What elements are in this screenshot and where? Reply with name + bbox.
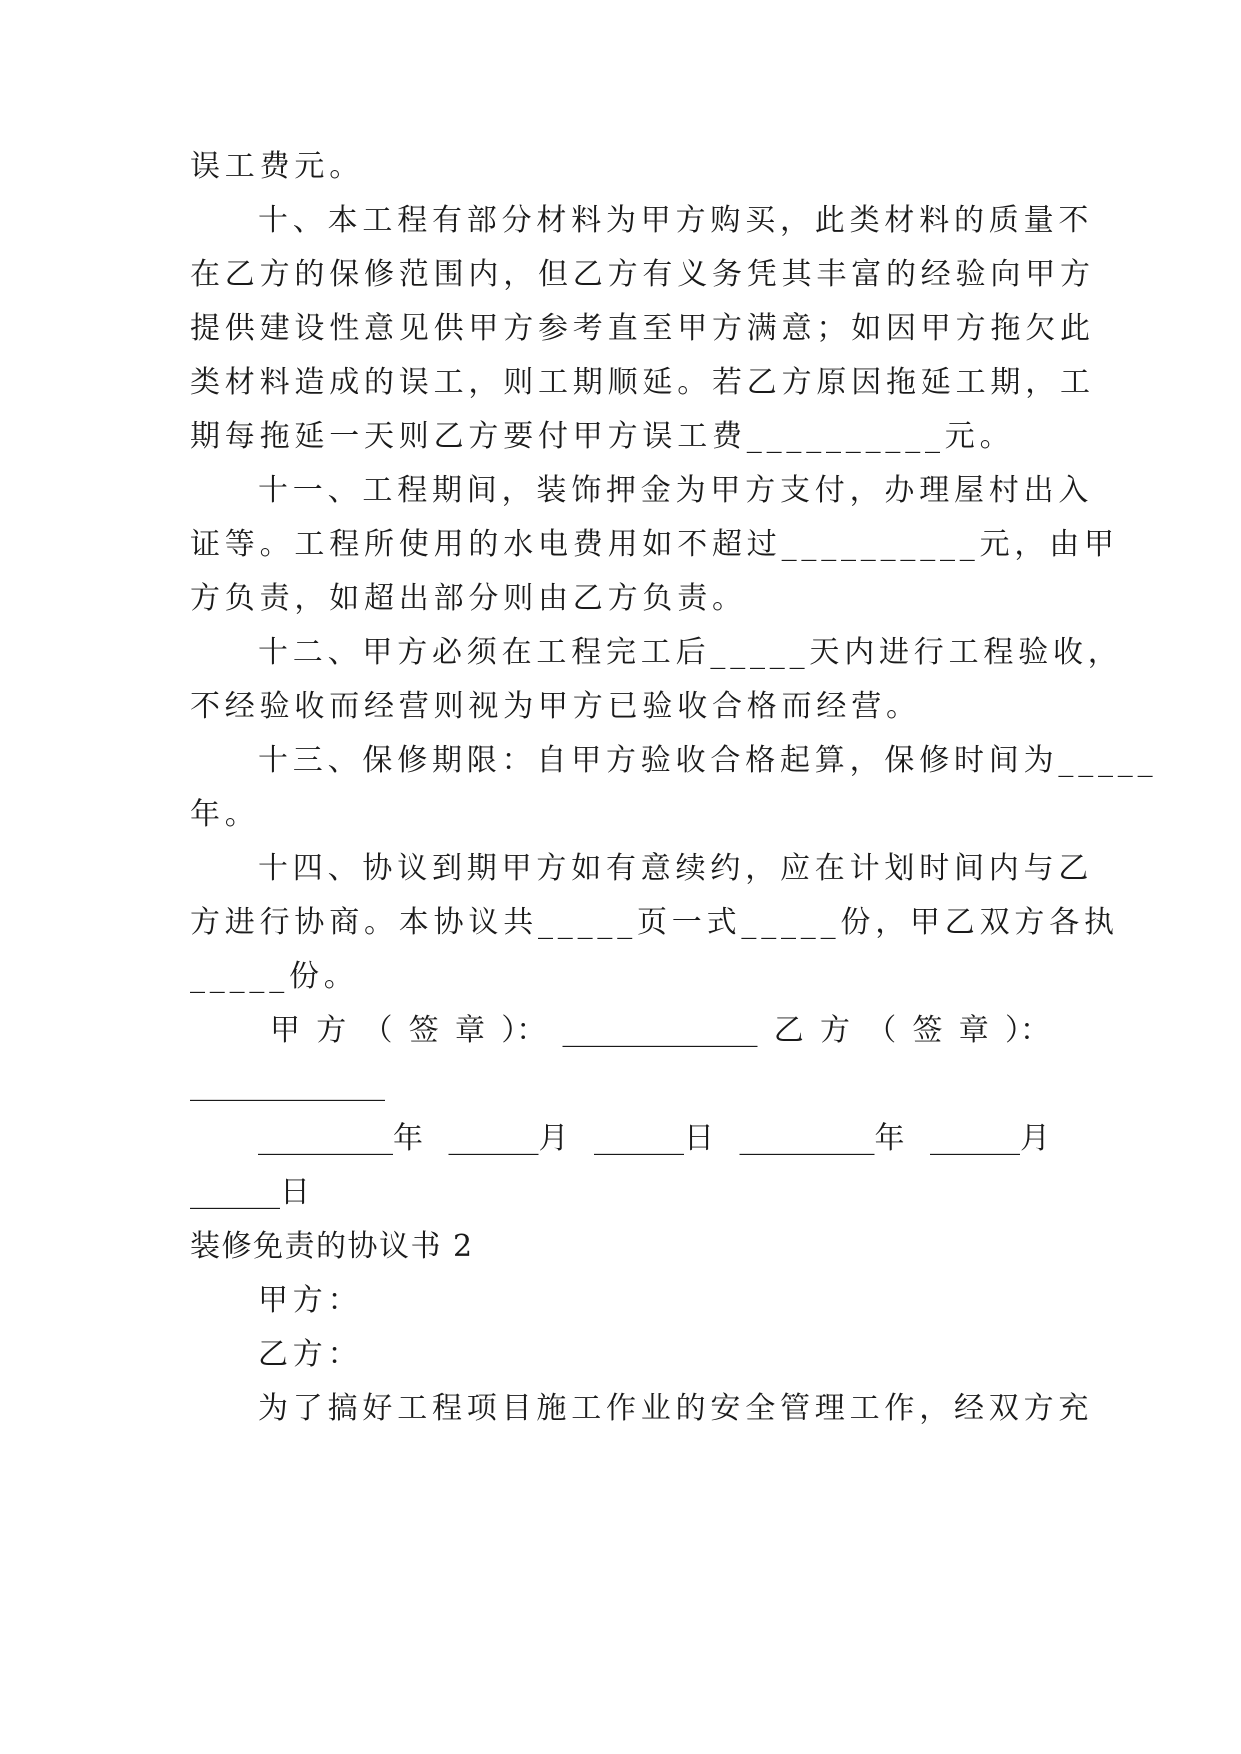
paragraph-line: 十四、协议到期甲方如有意续约，应在计划时间内与乙 xyxy=(258,851,1094,886)
signature-char: 签 xyxy=(408,1013,439,1048)
party-a-label: 甲方： xyxy=(258,1283,363,1318)
paragraph-line: 证等。工程所使用的水电费用如不超过__________元，由甲 xyxy=(190,527,1119,562)
date-part: ______月 xyxy=(930,1121,1050,1156)
signature-char: 章 xyxy=(455,1013,485,1048)
paragraph-line: 期每拖延一天则乙方要付甲方误工费__________元。 xyxy=(190,419,1015,454)
signature-char: 章 xyxy=(958,1013,989,1048)
signature-blank: _____________ xyxy=(562,1013,758,1048)
signature-row xyxy=(270,1011,1050,1051)
paragraph-line: 类材料造成的误工，则工期顺延。若乙方原因拖延工期，工 xyxy=(190,365,1095,400)
signature-char: 甲 xyxy=(270,1013,300,1048)
signature-char: 方 xyxy=(820,1013,850,1048)
signature-char: ）： xyxy=(501,1013,547,1048)
signature-char: （ xyxy=(362,1013,393,1048)
paragraph-line: 在乙方的保修范围内，但乙方有义务凭其丰富的经验向甲方 xyxy=(190,257,1095,292)
date-row xyxy=(258,1119,1050,1159)
date-part: _________年 xyxy=(258,1121,423,1156)
paragraph-line: 十二、甲方必须在工程完工后_____天内进行工程验收， xyxy=(258,635,1123,670)
signature-char: ）： xyxy=(1005,1013,1050,1048)
party-b-label: 乙方： xyxy=(258,1337,363,1372)
paragraph-line: 方进行协商。本协议共_____页一式_____份，甲乙双方各执 xyxy=(190,905,1119,940)
signature-char: 乙 xyxy=(773,1013,804,1048)
paragraph-line: 方负责，如超出部分则由乙方负责。 xyxy=(190,581,747,616)
paragraph-line: 年。 xyxy=(190,797,260,832)
paragraph-line: 十一、工程期间，装饰押金为甲方支付，办理屋村出入 xyxy=(258,473,1094,508)
signature-char: 签 xyxy=(912,1013,943,1048)
date-continued: ______日 xyxy=(190,1175,310,1210)
date-part: ______月 xyxy=(448,1121,569,1156)
signature-blank-continued: _____________ xyxy=(190,1067,385,1102)
paragraph-line: 不经验收而经营则视为甲方已验收合格而经营。 xyxy=(190,689,921,724)
paragraph-line: 为了搞好工程项目施工作业的安全管理工作，经双方充 xyxy=(258,1391,1094,1426)
signature-char: （ xyxy=(866,1013,897,1048)
paragraph-line: 误工费元。 xyxy=(190,149,364,184)
signature-char: 方 xyxy=(316,1013,347,1048)
date-part: ______日 xyxy=(594,1121,714,1156)
paragraph-line: 提供建设性意见供甲方参考直至甲方满意；如因甲方拖欠此 xyxy=(190,311,1095,346)
paragraph-line: 十三、保修期限：自甲方验收合格起算，保修时间为_____ xyxy=(258,743,1158,778)
paragraph-line: _____份。 xyxy=(190,959,359,994)
section-heading: 装修免责的协议书 2 xyxy=(190,1229,474,1264)
date-part: _________年 xyxy=(739,1121,905,1156)
paragraph-line: 十、本工程有部分材料为甲方购买，此类材料的质量不 xyxy=(258,203,1094,238)
